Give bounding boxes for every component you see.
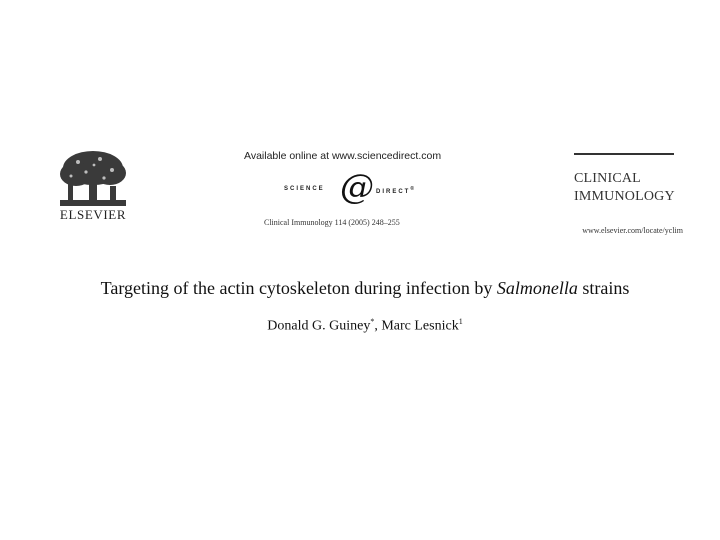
journal-title-line1: CLINICAL — [574, 171, 641, 186]
author-2: Marc Lesnick — [381, 318, 459, 334]
author-2-mark: 1 — [458, 317, 463, 326]
article-title — [40, 278, 690, 299]
sciencedirect-left-word: SCIENCE — [284, 186, 325, 192]
sciencedirect-right-text: DIRECT — [376, 189, 411, 195]
publisher-name: ELSEVIER — [59, 207, 127, 222]
sciencedirect-at-icon: @ — [340, 167, 374, 207]
journal-citation: Clinical Immunology 114 (2005) 248–255 — [264, 218, 400, 227]
article-title-part1: Targeting of the actin cytoskeleton during infection by — [100, 278, 497, 298]
journal-title-line2: IMMUNOLOGY — [574, 189, 675, 204]
sciencedirect-logo — [284, 167, 454, 207]
sciencedirect-right-word — [376, 186, 416, 195]
author-separator: , — [374, 318, 382, 334]
journal-url-link[interactable]: www.elsevier.com/locate/yclim — [582, 226, 683, 235]
author-1-mark: * — [370, 317, 375, 326]
sciencedirect-registered-mark: ® — [410, 186, 417, 192]
journal-title — [574, 170, 684, 206]
article-title-part2: strains — [577, 278, 630, 298]
journal-title-rule — [574, 153, 674, 155]
author-1: Donald G. Guiney — [267, 318, 371, 334]
article-title-italic: Salmonella — [496, 278, 578, 298]
available-online-text: Available online at www.sciencedirect.com — [244, 150, 442, 162]
author-list — [40, 317, 690, 335]
